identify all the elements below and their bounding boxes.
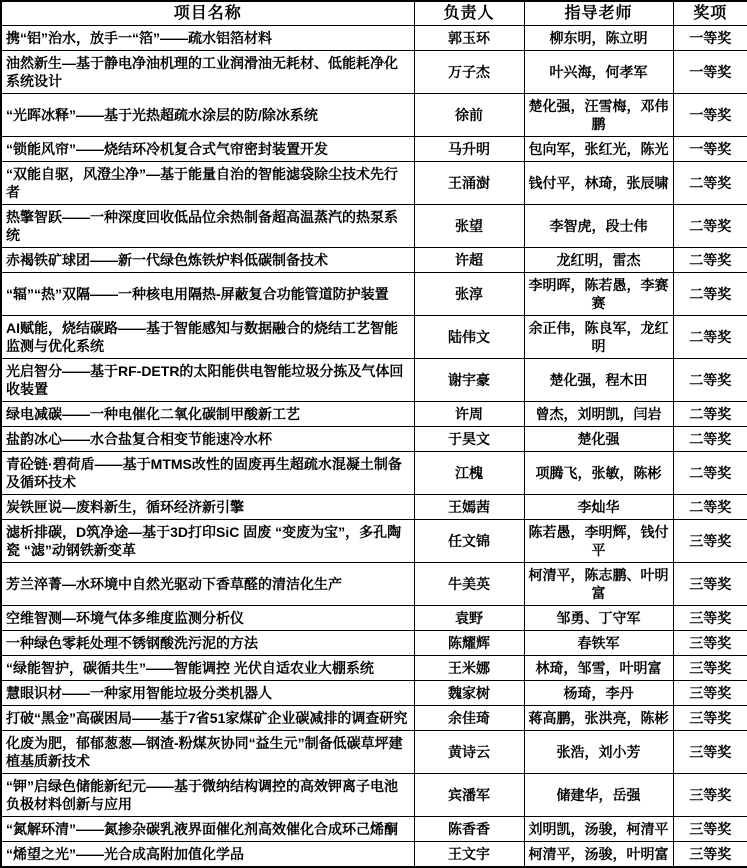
award-cell: 三等奖 xyxy=(673,842,747,868)
table-row xyxy=(1,427,747,452)
table-row xyxy=(1,248,747,273)
project-cell: 赤褐铁矿球团——新一代绿色炼铁炉料低碳制备技术 xyxy=(1,248,414,273)
advisors-cell: 楚化强，程木田 xyxy=(524,359,673,402)
advisors-cell: 李智虎，段士伟 xyxy=(524,205,673,248)
leader-cell: 王米娜 xyxy=(414,656,524,681)
project-cell: “烯望之光”——光合成高附加值化学品 xyxy=(1,842,414,868)
advisors-cell: 曾杰，刘明凯，闫岩 xyxy=(524,402,673,427)
project-cell: 慧眼识材——一种家用智能垃圾分类机器人 xyxy=(1,681,414,706)
table-row xyxy=(1,606,747,631)
table-row xyxy=(1,520,747,563)
advisors-cell: 钱付平，林琦，张辰啸 xyxy=(524,162,673,205)
leader-cell: 任文锦 xyxy=(414,520,524,563)
advisors-cell: 李明晖，陈若愚，李赛赛 xyxy=(524,273,673,316)
advisors-cell: 储建华，岳强 xyxy=(524,774,673,817)
leader-cell: 马升明 xyxy=(414,137,524,162)
award-cell: 二等奖 xyxy=(673,248,747,273)
leader-cell: 于昊文 xyxy=(414,427,524,452)
award-cell: 二等奖 xyxy=(673,205,747,248)
leader-cell: 陆伟文 xyxy=(414,316,524,359)
award-table-body xyxy=(1,26,747,868)
advisors-cell: 余正伟，陈良军，龙红明 xyxy=(524,316,673,359)
project-cell: “光晖冰释”——基于光热超疏水涂层的防/除冰系统 xyxy=(1,94,414,137)
advisors-cell: 柳东明，陈立明 xyxy=(524,26,673,51)
table-row xyxy=(1,842,747,868)
leader-cell: 许周 xyxy=(414,402,524,427)
leader-cell: 王嫣茜 xyxy=(414,495,524,520)
table-row xyxy=(1,162,747,205)
leader-cell: 袁野 xyxy=(414,606,524,631)
project-cell: 绿电减碳——一种电催化二氧化碳制甲酸新工艺 xyxy=(1,402,414,427)
leader-cell: 黄诗云 xyxy=(414,731,524,774)
table-row xyxy=(1,731,747,774)
project-cell: “辐”“热”双隔——一种核电用隔热-屏蔽复合功能管道防护装置 xyxy=(1,273,414,316)
award-cell: 一等奖 xyxy=(673,51,747,94)
award-cell: 三等奖 xyxy=(673,563,747,606)
award-cell: 一等奖 xyxy=(673,94,747,137)
award-cell: 二等奖 xyxy=(673,273,747,316)
header-row xyxy=(1,1,747,26)
table-row xyxy=(1,26,747,51)
project-cell: “氮解环清”——氮掺杂碳乳液界面催化剂高效催化合成环己烯酮 xyxy=(1,817,414,842)
award-cell: 三等奖 xyxy=(673,606,747,631)
leader-cell: 牛美英 xyxy=(414,563,524,606)
project-cell: AI赋能，烧结碳路——基于智能感知与数据融合的烧结工艺智能监测与优化系统 xyxy=(1,316,414,359)
table-row xyxy=(1,631,747,656)
table-row xyxy=(1,137,747,162)
advisors-cell: 柯清平，陈志鹏、叶明富 xyxy=(524,563,673,606)
award-cell: 三等奖 xyxy=(673,631,747,656)
table-row xyxy=(1,402,747,427)
col-header-leader: 负责人 xyxy=(414,1,524,26)
leader-cell: 王文宇 xyxy=(414,842,524,868)
award-cell: 二等奖 xyxy=(673,427,747,452)
table-row xyxy=(1,316,747,359)
table-row xyxy=(1,656,747,681)
table-header xyxy=(1,1,747,26)
advisors-cell: 邹勇、丁守军 xyxy=(524,606,673,631)
leader-cell: 陈香香 xyxy=(414,817,524,842)
table-row xyxy=(1,817,747,842)
leader-cell: 张淳 xyxy=(414,273,524,316)
table-row xyxy=(1,51,747,94)
col-header-project: 项目名称 xyxy=(1,1,414,26)
col-header-advisors: 指导老师 xyxy=(524,1,673,26)
leader-cell: 许超 xyxy=(414,248,524,273)
project-cell: 携“铝”治水，放手一“箔”——疏水铝箔材料 xyxy=(1,26,414,51)
award-cell: 二等奖 xyxy=(673,316,747,359)
award-cell: 二等奖 xyxy=(673,359,747,402)
table-row xyxy=(1,681,747,706)
project-cell: 盐韵冰心——水合盐复合相变节能速冷水杯 xyxy=(1,427,414,452)
award-cell: 三等奖 xyxy=(673,774,747,817)
leader-cell: 魏家树 xyxy=(414,681,524,706)
leader-cell: 陈耀辉 xyxy=(414,631,524,656)
project-cell: “锁能风帘”——烧结环冷机复合式气帘密封装置开发 xyxy=(1,137,414,162)
project-cell: 空维智测—环境气体多维度监测分析仪 xyxy=(1,606,414,631)
leader-cell: 郭玉环 xyxy=(414,26,524,51)
project-cell: 化废为肥，郁郁葱葱—钢渣-粉煤灰协同“益生元”制备低碳草坪建植基质新技术 xyxy=(1,731,414,774)
award-cell: 二等奖 xyxy=(673,402,747,427)
project-cell: “绿能智护，碳循共生”——智能调控 光伏自适农业大棚系统 xyxy=(1,656,414,681)
table-row xyxy=(1,706,747,731)
col-header-award: 奖项 xyxy=(673,1,747,26)
table-row xyxy=(1,359,747,402)
advisors-cell: 项腾飞，张敏，陈彬 xyxy=(524,452,673,495)
leader-cell: 张望 xyxy=(414,205,524,248)
project-cell: 炭铁匣说—废料新生，循环经济新引擎 xyxy=(1,495,414,520)
table-row xyxy=(1,94,747,137)
project-cell: 热擎智跃——一种深度回收低品位余热制备超高温蒸汽的热泵系统 xyxy=(1,205,414,248)
project-cell: “双能自驱，风澄尘净”—基于能量自治的智能滤袋除尘技术先行者 xyxy=(1,162,414,205)
leader-cell: 万子杰 xyxy=(414,51,524,94)
leader-cell: 谢宇豪 xyxy=(414,359,524,402)
award-cell: 三等奖 xyxy=(673,817,747,842)
advisors-cell: 蒋高鹏，张洪亮，陈彬 xyxy=(524,706,673,731)
advisors-cell: 刘明凯，汤骏，柯清平 xyxy=(524,817,673,842)
advisors-cell: 杨琦，李丹 xyxy=(524,681,673,706)
award-cell: 三等奖 xyxy=(673,706,747,731)
advisors-cell: 叶兴海，何孝军 xyxy=(524,51,673,94)
project-cell: “钾”启绿色储能新纪元——基于微纳结构调控的高效钾离子电池负极材料创新与应用 xyxy=(1,774,414,817)
table-row xyxy=(1,774,747,817)
project-cell: 油然新生—基于静电净油机理的工业润滑油无耗材、低能耗净化系统设计 xyxy=(1,51,414,94)
advisors-cell: 柯清平，汤骏，叶明富 xyxy=(524,842,673,868)
award-cell: 一等奖 xyxy=(673,137,747,162)
award-cell: 三等奖 xyxy=(673,731,747,774)
project-cell: 打破“黑金”高碳困局——基于7省51家煤矿企业碳减排的调查研究 xyxy=(1,706,414,731)
leader-cell: 余佳琦 xyxy=(414,706,524,731)
award-cell: 三等奖 xyxy=(673,681,747,706)
advisors-cell: 陈若愚，李明辉，钱付平 xyxy=(524,520,673,563)
project-cell: 芳兰淬菁—水环境中自然光驱动下香草醛的清洁化生产 xyxy=(1,563,414,606)
award-cell: 一等奖 xyxy=(673,26,747,51)
table-row xyxy=(1,452,747,495)
table-row xyxy=(1,495,747,520)
table-row xyxy=(1,205,747,248)
table-row xyxy=(1,563,747,606)
advisors-cell: 龙红明，雷杰 xyxy=(524,248,673,273)
award-cell: 三等奖 xyxy=(673,656,747,681)
project-cell: 一种绿色零耗处理不锈钢酸洗污泥的方法 xyxy=(1,631,414,656)
advisors-cell: 林琦，邹雪，叶明富 xyxy=(524,656,673,681)
leader-cell: 徐前 xyxy=(414,94,524,137)
project-cell: 滤析排碳，D筑净途—基于3D打印SiC 固废 “变废为宝”，多孔陶瓷 “滤”动钢铁新变革 xyxy=(1,520,414,563)
award-cell: 二等奖 xyxy=(673,495,747,520)
award-cell: 三等奖 xyxy=(673,520,747,563)
advisors-cell: 楚化强，汪雪梅，邓伟鹏 xyxy=(524,94,673,137)
award-cell: 二等奖 xyxy=(673,162,747,205)
advisors-cell: 包向军，张红光，陈光 xyxy=(524,137,673,162)
advisors-cell: 春铁军 xyxy=(524,631,673,656)
advisors-cell: 张浩，刘小芳 xyxy=(524,731,673,774)
leader-cell: 王涌澍 xyxy=(414,162,524,205)
project-cell: 青砼链·碧荷盾——基于MTMS改性的固废再生超疏水混凝土制备及循环技术 xyxy=(1,452,414,495)
project-cell: 光启智分——基于RF-DETR的太阳能供电智能垃圾分拣及气体回收装置 xyxy=(1,359,414,402)
leader-cell: 江槐 xyxy=(414,452,524,495)
leader-cell: 宾潘军 xyxy=(414,774,524,817)
table-row xyxy=(1,273,747,316)
award-cell: 二等奖 xyxy=(673,452,747,495)
advisors-cell: 楚化强 xyxy=(524,427,673,452)
advisors-cell: 李灿华 xyxy=(524,495,673,520)
